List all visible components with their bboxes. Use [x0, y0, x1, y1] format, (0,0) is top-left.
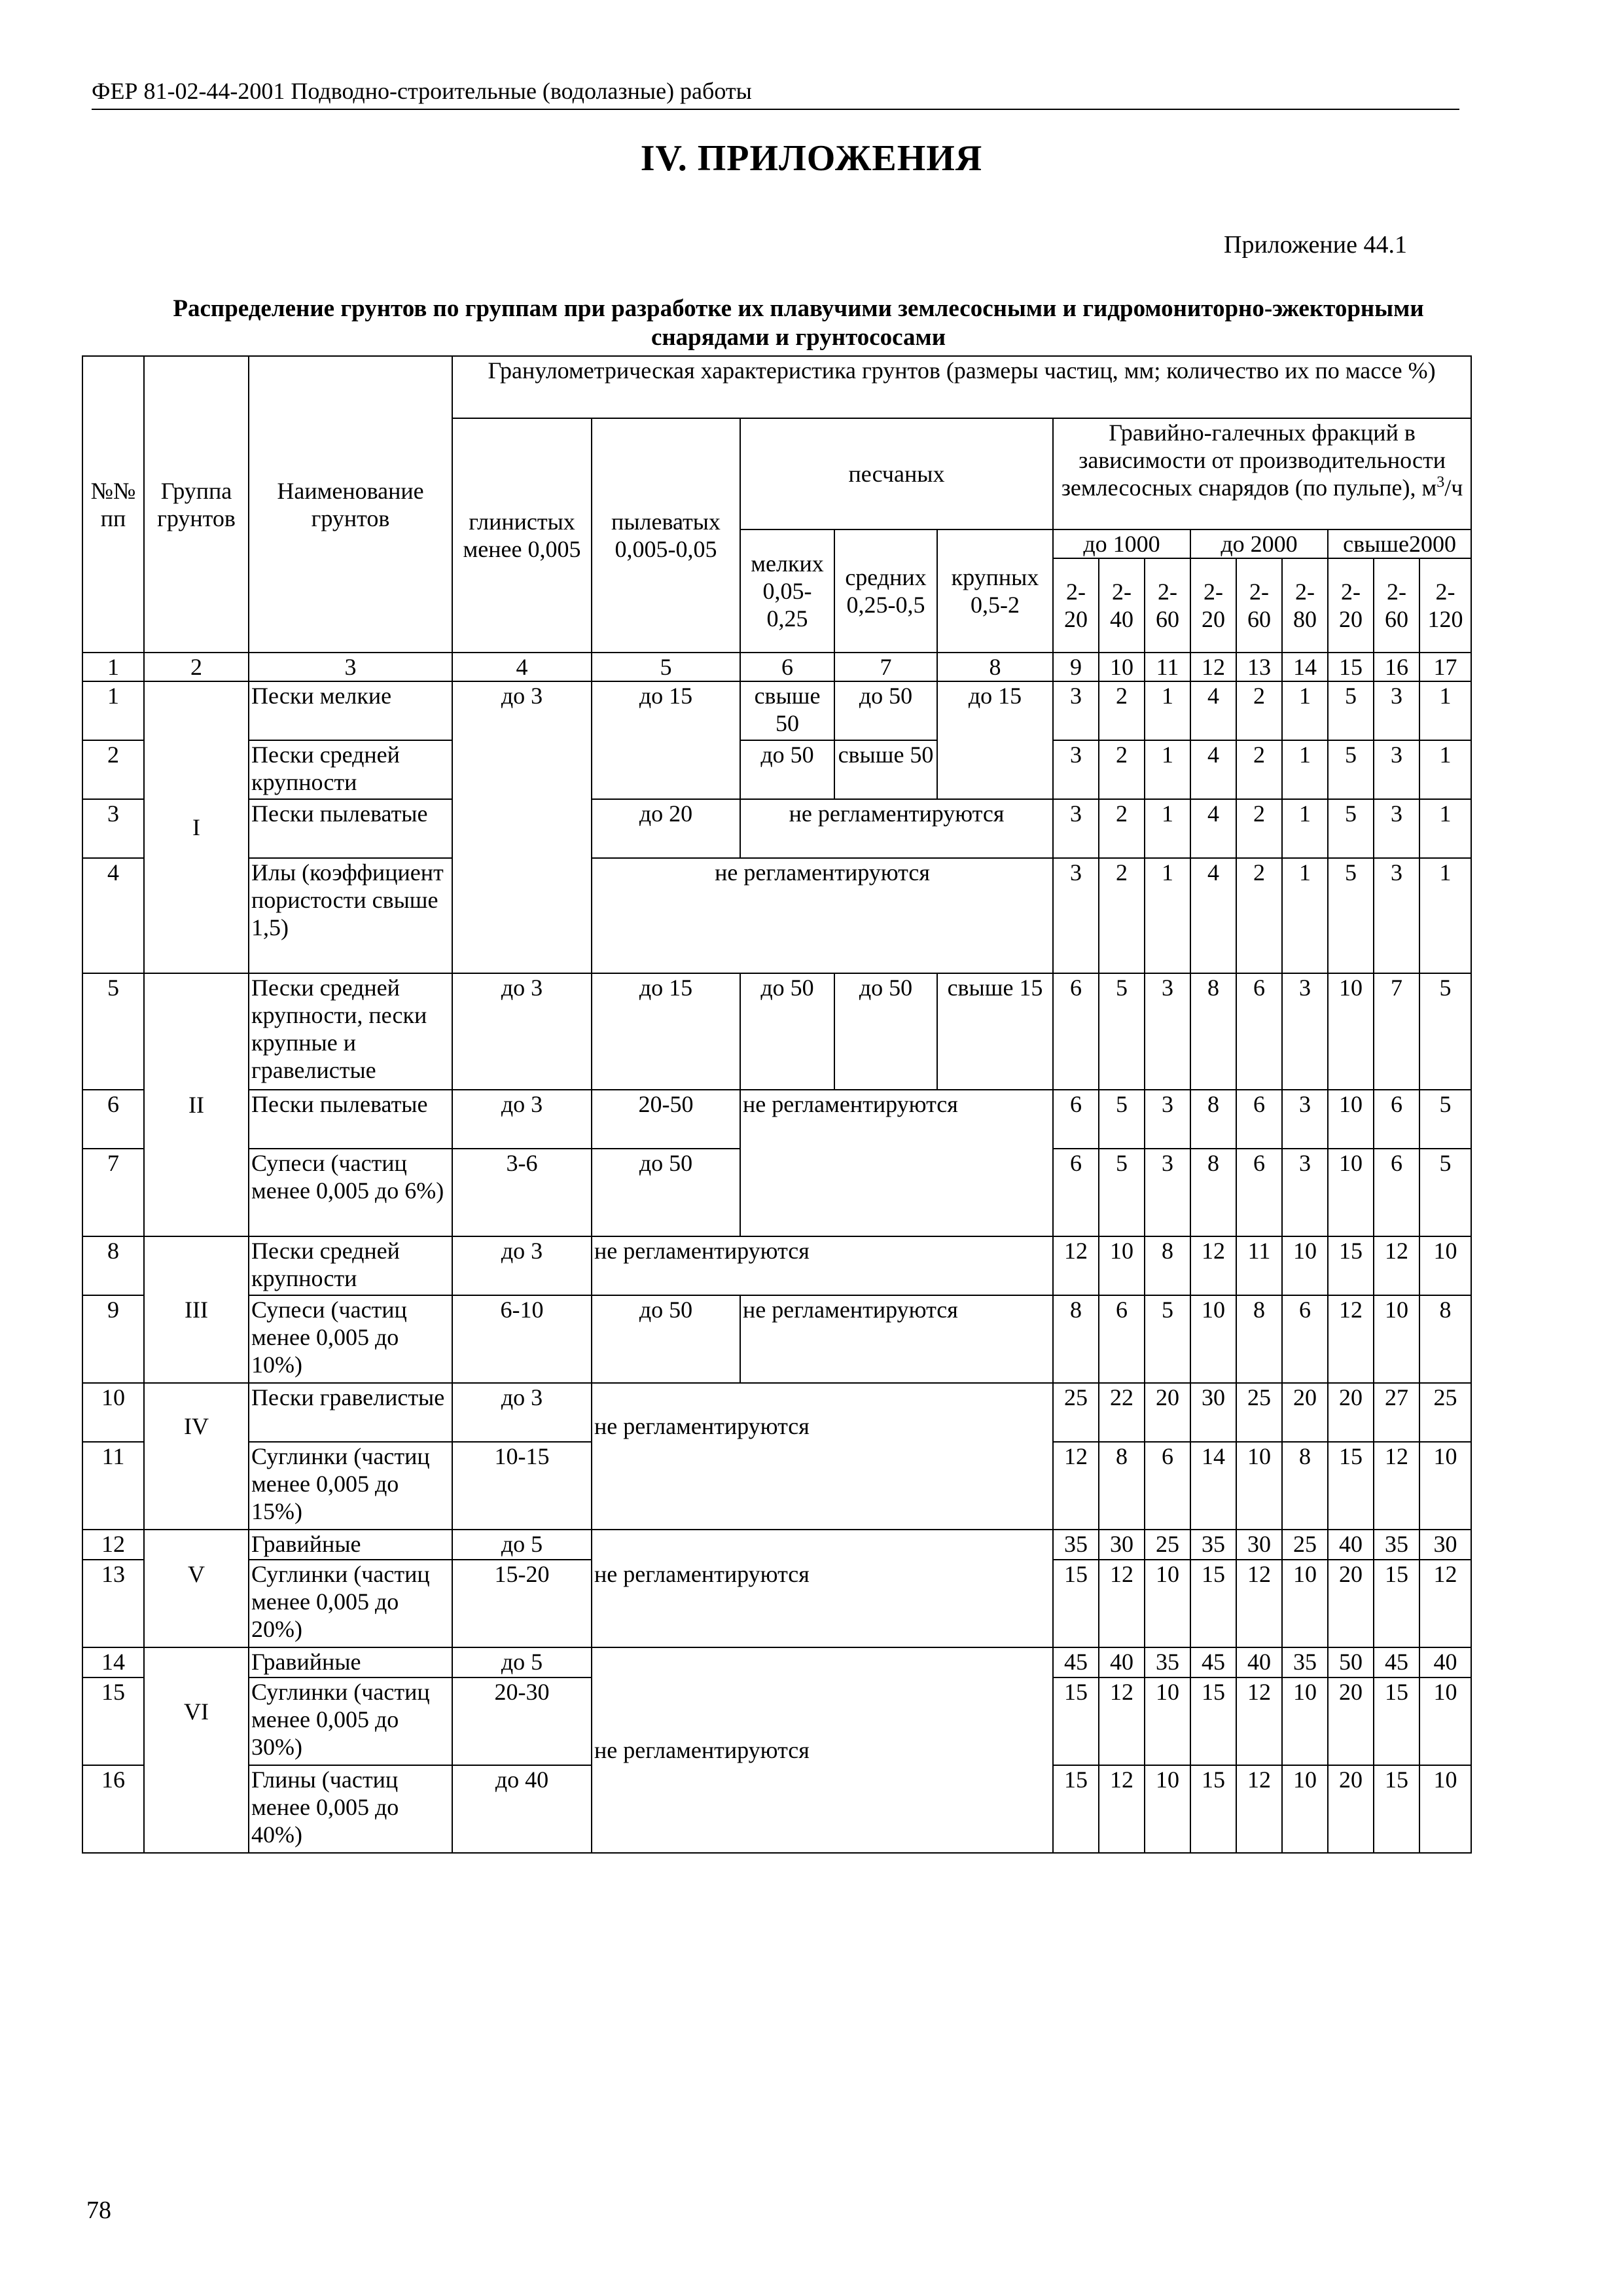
- gravel-cell: 2: [1099, 858, 1145, 973]
- gravel-cell: 15: [1328, 1442, 1374, 1530]
- group-cell: II: [144, 973, 249, 1236]
- gravel-cell: 12: [1236, 1677, 1282, 1765]
- gravel-cell: 10: [1190, 1295, 1236, 1383]
- header-sub: 2-20: [1053, 558, 1099, 653]
- header-sub: 2-20: [1190, 558, 1236, 653]
- gravel-cell: 35: [1053, 1530, 1099, 1560]
- gravel-cell: 20: [1328, 1765, 1374, 1853]
- sand-fine-cell: свыше 50: [740, 681, 834, 740]
- header-sub: 2-60: [1145, 558, 1190, 653]
- gravel-cell: 35: [1282, 1647, 1328, 1677]
- gravel-cell: 5: [1419, 1149, 1471, 1236]
- soil-name: Пески мелкие: [249, 681, 452, 740]
- header-sand-fine: мелких 0,05-0,25: [740, 529, 834, 653]
- row-num: 11: [82, 1442, 144, 1530]
- header-rule: [92, 109, 1459, 110]
- gravel-cell: 45: [1190, 1647, 1236, 1677]
- gravel-cell: 11: [1236, 1236, 1282, 1295]
- clay-cell: 15-20: [452, 1560, 592, 1647]
- header-silt: пылеватых 0,005-0,05: [592, 418, 740, 653]
- gravel-cell: 2: [1236, 681, 1282, 740]
- gravel-cell: 6: [1282, 1295, 1328, 1383]
- sand-fine-cell: до 50: [740, 740, 834, 799]
- col-number: 1: [82, 653, 144, 681]
- gravel-cell: 2: [1236, 799, 1282, 858]
- section-title: IV. ПРИЛОЖЕНИЯ: [640, 138, 983, 179]
- table-row: [82, 1647, 1471, 1677]
- gravel-cell: 15: [1053, 1765, 1099, 1853]
- soil-name: Супеси (частиц менее 0,005 до 6%): [249, 1149, 452, 1236]
- not-regulated: не регламентируются: [740, 1090, 1053, 1236]
- gravel-cell: 20: [1328, 1677, 1374, 1765]
- gravel-cell: 3: [1145, 973, 1190, 1090]
- gravel-cell: 20: [1282, 1383, 1328, 1442]
- soil-groups-table: [82, 355, 1472, 1854]
- gravel-cell: 25: [1053, 1383, 1099, 1442]
- silt-cell: до 50: [592, 1295, 740, 1383]
- gravel-cell: 10: [1236, 1442, 1282, 1530]
- gravel-cell: 30: [1190, 1383, 1236, 1442]
- not-regulated: не регламентируются: [592, 858, 1053, 973]
- header-sub: 2-120: [1419, 558, 1471, 653]
- soil-name: Гравийные: [249, 1647, 452, 1677]
- table-row: [82, 799, 1471, 858]
- row-num: 14: [82, 1647, 144, 1677]
- header-perf-1000: до 1000: [1053, 529, 1190, 558]
- soil-name: Пески средней крупности, пески крупные и гравелистые: [249, 973, 452, 1090]
- gravel-cell: 12: [1419, 1560, 1471, 1647]
- gravel-cell: 6: [1053, 1090, 1099, 1149]
- row-num: 1: [82, 681, 144, 740]
- gravel-cell: 1: [1419, 740, 1471, 799]
- soil-name: Суглинки (частиц менее 0,005 до 30%): [249, 1677, 452, 1765]
- gravel-cell: 10: [1282, 1677, 1328, 1765]
- table-row: [82, 1090, 1471, 1149]
- gravel-cell: 10: [1145, 1765, 1190, 1853]
- col-number: 15: [1328, 653, 1374, 681]
- table-title: Распределение грунтов по группам при разработке их плавучими землесосными и гидромониторно-эжекторными снарядами и грунтососами: [173, 295, 1424, 351]
- gravel-cell: 30: [1419, 1530, 1471, 1560]
- not-regulated: не регламентируются: [740, 1295, 1053, 1383]
- gravel-cell: 1: [1282, 740, 1328, 799]
- gravel-cell: 6: [1053, 973, 1099, 1090]
- not-regulated: не регламентируются: [592, 1647, 1053, 1853]
- table-row: [82, 973, 1471, 1090]
- gravel-cell: 3: [1145, 1149, 1190, 1236]
- gravel-cell: 12: [1374, 1442, 1419, 1530]
- gravel-cell: 1: [1419, 858, 1471, 973]
- gravel-cell: 6: [1374, 1090, 1419, 1149]
- silt-cell: 20-50: [592, 1090, 740, 1149]
- gravel-cell: 3: [1053, 681, 1099, 740]
- col-number: 2: [144, 653, 249, 681]
- col-number: 10: [1099, 653, 1145, 681]
- clay-cell: 10-15: [452, 1442, 592, 1530]
- gravel-cell: 10: [1419, 1765, 1471, 1853]
- gravel-cell: 1: [1419, 681, 1471, 740]
- gravel-cell: 1: [1145, 681, 1190, 740]
- gravel-cell: 12: [1236, 1560, 1282, 1647]
- gravel-cell: 6: [1053, 1149, 1099, 1236]
- gravel-cell: 15: [1374, 1765, 1419, 1853]
- gravel-cell: 12: [1099, 1765, 1145, 1853]
- gravel-cell: 3: [1282, 1149, 1328, 1236]
- gravel-cell: 4: [1190, 740, 1236, 799]
- soil-name: Суглинки (частиц менее 0,005 до 15%): [249, 1442, 452, 1530]
- gravel-cell: 10: [1419, 1236, 1471, 1295]
- gravel-cell: 20: [1328, 1560, 1374, 1647]
- gravel-cell: 10: [1099, 1236, 1145, 1295]
- gravel-cell: 10: [1282, 1560, 1328, 1647]
- header-sand-coarse: крупных 0,5-2: [937, 529, 1053, 653]
- table-row: [82, 740, 1471, 799]
- gravel-cell: 1: [1145, 740, 1190, 799]
- gravel-cell: 10: [1328, 1149, 1374, 1236]
- gravel-cell: 10: [1282, 1765, 1328, 1853]
- sand-medium-cell: до 50: [834, 973, 937, 1090]
- gravel-cell: 3: [1374, 858, 1419, 973]
- gravel-cell: 3: [1053, 799, 1099, 858]
- gravel-cell: 1: [1419, 799, 1471, 858]
- sand-medium-cell: до 50: [834, 681, 937, 740]
- not-regulated: не регламентируются: [740, 799, 1053, 858]
- col-number: 8: [937, 653, 1053, 681]
- col-number: 4: [452, 653, 592, 681]
- clay-cell: до 5: [452, 1647, 592, 1677]
- gravel-cell: 25: [1282, 1530, 1328, 1560]
- appendix-label: Приложение 44.1: [1224, 231, 1407, 259]
- gravel-cell: 12: [1328, 1295, 1374, 1383]
- gravel-cell: 5: [1328, 858, 1374, 973]
- gravel-cell: 4: [1190, 681, 1236, 740]
- soil-name: Пески средней крупности: [249, 1236, 452, 1295]
- gravel-cell: 22: [1099, 1383, 1145, 1442]
- gravel-cell: 8: [1053, 1295, 1099, 1383]
- col-number: 5: [592, 653, 740, 681]
- row-num: 2: [82, 740, 144, 799]
- not-regulated: не регламентируются: [592, 1530, 1053, 1647]
- gravel-cell: 5: [1328, 681, 1374, 740]
- row-num: 12: [82, 1530, 144, 1560]
- clay-cell: до 3: [452, 973, 592, 1090]
- clay-cell: до 3: [452, 1383, 592, 1442]
- clay-cell: до 3: [452, 1236, 592, 1295]
- header-granulometric: Гранулометрическая характеристика грунтов (размеры частиц, мм; количество их по массе %): [452, 356, 1471, 418]
- gravel-cell: 5: [1328, 740, 1374, 799]
- header-sub: 2-80: [1282, 558, 1328, 653]
- gravel-cell: 15: [1190, 1677, 1236, 1765]
- gravel-cell: 1: [1145, 799, 1190, 858]
- gravel-cell: 4: [1190, 858, 1236, 973]
- group-cell: V: [144, 1530, 249, 1647]
- row-num: 5: [82, 973, 144, 1090]
- gravel-cell: 45: [1374, 1647, 1419, 1677]
- soil-name: Пески гравелистые: [249, 1383, 452, 1442]
- col-number: 16: [1374, 653, 1419, 681]
- gravel-cell: 25: [1145, 1530, 1190, 1560]
- gravel-cell: 12: [1190, 1236, 1236, 1295]
- header-group: Группа грунтов: [144, 356, 249, 653]
- gravel-cell: 15: [1053, 1560, 1099, 1647]
- gravel-cell: 35: [1190, 1530, 1236, 1560]
- gravel-cell: 3: [1374, 681, 1419, 740]
- gravel-cell: 27: [1374, 1383, 1419, 1442]
- gravel-cell: 10: [1328, 973, 1374, 1090]
- header-sub: 2-60: [1236, 558, 1282, 653]
- not-regulated: не регламентируются: [592, 1236, 1053, 1295]
- gravel-cell: 10: [1328, 1090, 1374, 1149]
- gravel-cell: 1: [1282, 799, 1328, 858]
- col-number: 6: [740, 653, 834, 681]
- gravel-cell: 5: [1099, 1090, 1145, 1149]
- clay-cell: до 5: [452, 1530, 592, 1560]
- gravel-cell: 15: [1190, 1560, 1236, 1647]
- page-number: 78: [86, 2197, 111, 2224]
- sand-fine-cell: до 50: [740, 973, 834, 1090]
- col-number: 7: [834, 653, 937, 681]
- gravel-cell: 12: [1236, 1765, 1282, 1853]
- not-regulated: не регламентируются: [592, 1383, 1053, 1530]
- gravel-cell: 25: [1236, 1383, 1282, 1442]
- gravel-cell: 50: [1328, 1647, 1374, 1677]
- soil-name: Пески пылеватые: [249, 799, 452, 858]
- gravel-cell: 8: [1099, 1442, 1145, 1530]
- soil-name: Илы (коэффициент пористости свыше 1,5): [249, 858, 452, 973]
- clay-cell: 20-30: [452, 1677, 592, 1765]
- gravel-cell: 15: [1190, 1765, 1236, 1853]
- gravel-cell: 12: [1053, 1236, 1099, 1295]
- gravel-cell: 40: [1419, 1647, 1471, 1677]
- gravel-cell: 3: [1053, 858, 1099, 973]
- col-number: 13: [1236, 653, 1282, 681]
- gravel-cell: 10: [1419, 1442, 1471, 1530]
- gravel-cell: 3: [1282, 973, 1328, 1090]
- silt-cell: до 15: [592, 973, 740, 1090]
- gravel-cell: 8: [1190, 1149, 1236, 1236]
- table-row: [82, 681, 1471, 740]
- soil-name: Пески пылеватые: [249, 1090, 452, 1149]
- gravel-cell: 15: [1328, 1236, 1374, 1295]
- row-num: 9: [82, 1295, 144, 1383]
- col-number: 17: [1419, 653, 1471, 681]
- row-num: 10: [82, 1383, 144, 1442]
- row-num: 16: [82, 1765, 144, 1853]
- sand-coarse-cell: до 15: [937, 681, 1053, 799]
- gravel-cell: 8: [1282, 1442, 1328, 1530]
- header-perf-2000: до 2000: [1190, 529, 1328, 558]
- header-sand: песчаных: [740, 418, 1053, 529]
- clay-cell: 3-6: [452, 1149, 592, 1236]
- sand-medium-cell: свыше 50: [834, 740, 937, 799]
- header-sub: 2-60: [1374, 558, 1419, 653]
- gravel-cell: 20: [1145, 1383, 1190, 1442]
- header-sub: 2-20: [1328, 558, 1374, 653]
- gravel-cell: 2: [1099, 740, 1145, 799]
- gravel-cell: 5: [1419, 1090, 1471, 1149]
- gravel-cell: 14: [1190, 1442, 1236, 1530]
- col-number: 3: [249, 653, 452, 681]
- gravel-cell: 6: [1099, 1295, 1145, 1383]
- group-cell: I: [144, 681, 249, 973]
- gravel-cell: 40: [1328, 1530, 1374, 1560]
- gravel-cell: 12: [1099, 1677, 1145, 1765]
- gravel-cell: 15: [1374, 1560, 1419, 1647]
- header-name: Наименование грунтов: [249, 356, 452, 653]
- soil-name: Супеси (частиц менее 0,005 до 10%): [249, 1295, 452, 1383]
- gravel-cell: 3: [1282, 1090, 1328, 1149]
- gravel-cell: 2: [1236, 858, 1282, 973]
- group-cell: VI: [144, 1647, 249, 1853]
- gravel-cell: 5: [1328, 799, 1374, 858]
- gravel-cell: 15: [1053, 1677, 1099, 1765]
- col-number: 9: [1053, 653, 1099, 681]
- gravel-cell: 40: [1099, 1647, 1145, 1677]
- gravel-cell: 8: [1145, 1236, 1190, 1295]
- gravel-cell: 1: [1145, 858, 1190, 973]
- gravel-cell: 6: [1236, 1149, 1282, 1236]
- gravel-cell: 30: [1099, 1530, 1145, 1560]
- gravel-cell: 12: [1099, 1560, 1145, 1647]
- gravel-cell: 3: [1145, 1090, 1190, 1149]
- header-gravel: Гравийно-галечных фракций в зависимости от производительности землесосных снарядов (по пульпе), $м^3/ч$: [1053, 418, 1471, 529]
- gravel-cell: 1: [1282, 858, 1328, 973]
- group-cell: III: [144, 1236, 249, 1383]
- gravel-cell: 45: [1053, 1647, 1099, 1677]
- gravel-cell: 6: [1374, 1149, 1419, 1236]
- row-num: 13: [82, 1560, 144, 1647]
- table-row: [82, 1530, 1471, 1560]
- gravel-cell: 15: [1374, 1677, 1419, 1765]
- gravel-cell: 3: [1374, 799, 1419, 858]
- gravel-cell: 6: [1236, 1090, 1282, 1149]
- column-number-row: [82, 653, 1471, 681]
- header-perf-over2000: свыше2000: [1328, 529, 1471, 558]
- clay-cell: до 40: [452, 1765, 592, 1853]
- gravel-cell: 7: [1374, 973, 1419, 1090]
- gravel-cell: 12: [1374, 1236, 1419, 1295]
- silt-cell: до 20: [592, 799, 740, 858]
- gravel-cell: 5: [1099, 973, 1145, 1090]
- row-num: 3: [82, 799, 144, 858]
- col-number: 14: [1282, 653, 1328, 681]
- gravel-cell: 5: [1419, 973, 1471, 1090]
- gravel-cell: 10: [1419, 1677, 1471, 1765]
- gravel-cell: 6: [1145, 1442, 1190, 1530]
- gravel-cell: 10: [1145, 1677, 1190, 1765]
- table-row: [82, 858, 1471, 973]
- gravel-cell: 20: [1328, 1383, 1374, 1442]
- col-number: 12: [1190, 653, 1236, 681]
- silt-cell: до 50: [592, 1149, 740, 1236]
- clay-cell: до 3: [452, 681, 592, 973]
- gravel-cell: 8: [1190, 1090, 1236, 1149]
- table-row: [82, 1236, 1471, 1295]
- gravel-cell: 10: [1374, 1295, 1419, 1383]
- gravel-cell: 8: [1419, 1295, 1471, 1383]
- row-num: 7: [82, 1149, 144, 1236]
- gravel-cell: 35: [1145, 1647, 1190, 1677]
- soil-name: Суглинки (частиц менее 0,005 до 20%): [249, 1560, 452, 1647]
- soil-name: Пески средней крупности: [249, 740, 452, 799]
- gravel-cell: 3: [1053, 740, 1099, 799]
- row-num: 8: [82, 1236, 144, 1295]
- gravel-cell: 8: [1190, 973, 1236, 1090]
- gravel-cell: 40: [1236, 1647, 1282, 1677]
- header-sub: 2-40: [1099, 558, 1145, 653]
- soil-name: Глины (частиц менее 0,005 до 40%): [249, 1765, 452, 1853]
- header-clay: глинистых менее 0,005: [452, 418, 592, 653]
- gravel-cell: 2: [1236, 740, 1282, 799]
- row-num: 4: [82, 858, 144, 973]
- table-row: [82, 1383, 1471, 1442]
- gravel-cell: 12: [1053, 1442, 1099, 1530]
- header-num: №№ пп: [82, 356, 144, 653]
- row-num: 6: [82, 1090, 144, 1149]
- gravel-cell: 8: [1236, 1295, 1282, 1383]
- table-row: [82, 1295, 1471, 1383]
- gravel-cell: 2: [1099, 799, 1145, 858]
- group-cell: IV: [144, 1383, 249, 1530]
- gravel-cell: 4: [1190, 799, 1236, 858]
- gravel-cell: 25: [1419, 1383, 1471, 1442]
- gravel-cell: 5: [1099, 1149, 1145, 1236]
- row-num: 15: [82, 1677, 144, 1765]
- soil-name: Гравийные: [249, 1530, 452, 1560]
- gravel-cell: 30: [1236, 1530, 1282, 1560]
- silt-cell: до 15: [592, 681, 740, 799]
- gravel-cell: 35: [1374, 1530, 1419, 1560]
- gravel-cell: 10: [1145, 1560, 1190, 1647]
- running-header: ФЕР 81-02-44-2001 Подводно-строительные (водолазные) работы: [92, 78, 752, 104]
- header-sand-medium: средних 0,25-0,5: [834, 529, 937, 653]
- clay-cell: до 3: [452, 1090, 592, 1149]
- gravel-cell: 5: [1145, 1295, 1190, 1383]
- gravel-cell: 2: [1099, 681, 1145, 740]
- sand-coarse-cell: свыше 15: [937, 973, 1053, 1090]
- gravel-cell: 1: [1282, 681, 1328, 740]
- clay-cell: 6-10: [452, 1295, 592, 1383]
- gravel-cell: 10: [1282, 1236, 1328, 1295]
- gravel-cell: 3: [1374, 740, 1419, 799]
- gravel-cell: 6: [1236, 973, 1282, 1090]
- col-number: 11: [1145, 653, 1190, 681]
